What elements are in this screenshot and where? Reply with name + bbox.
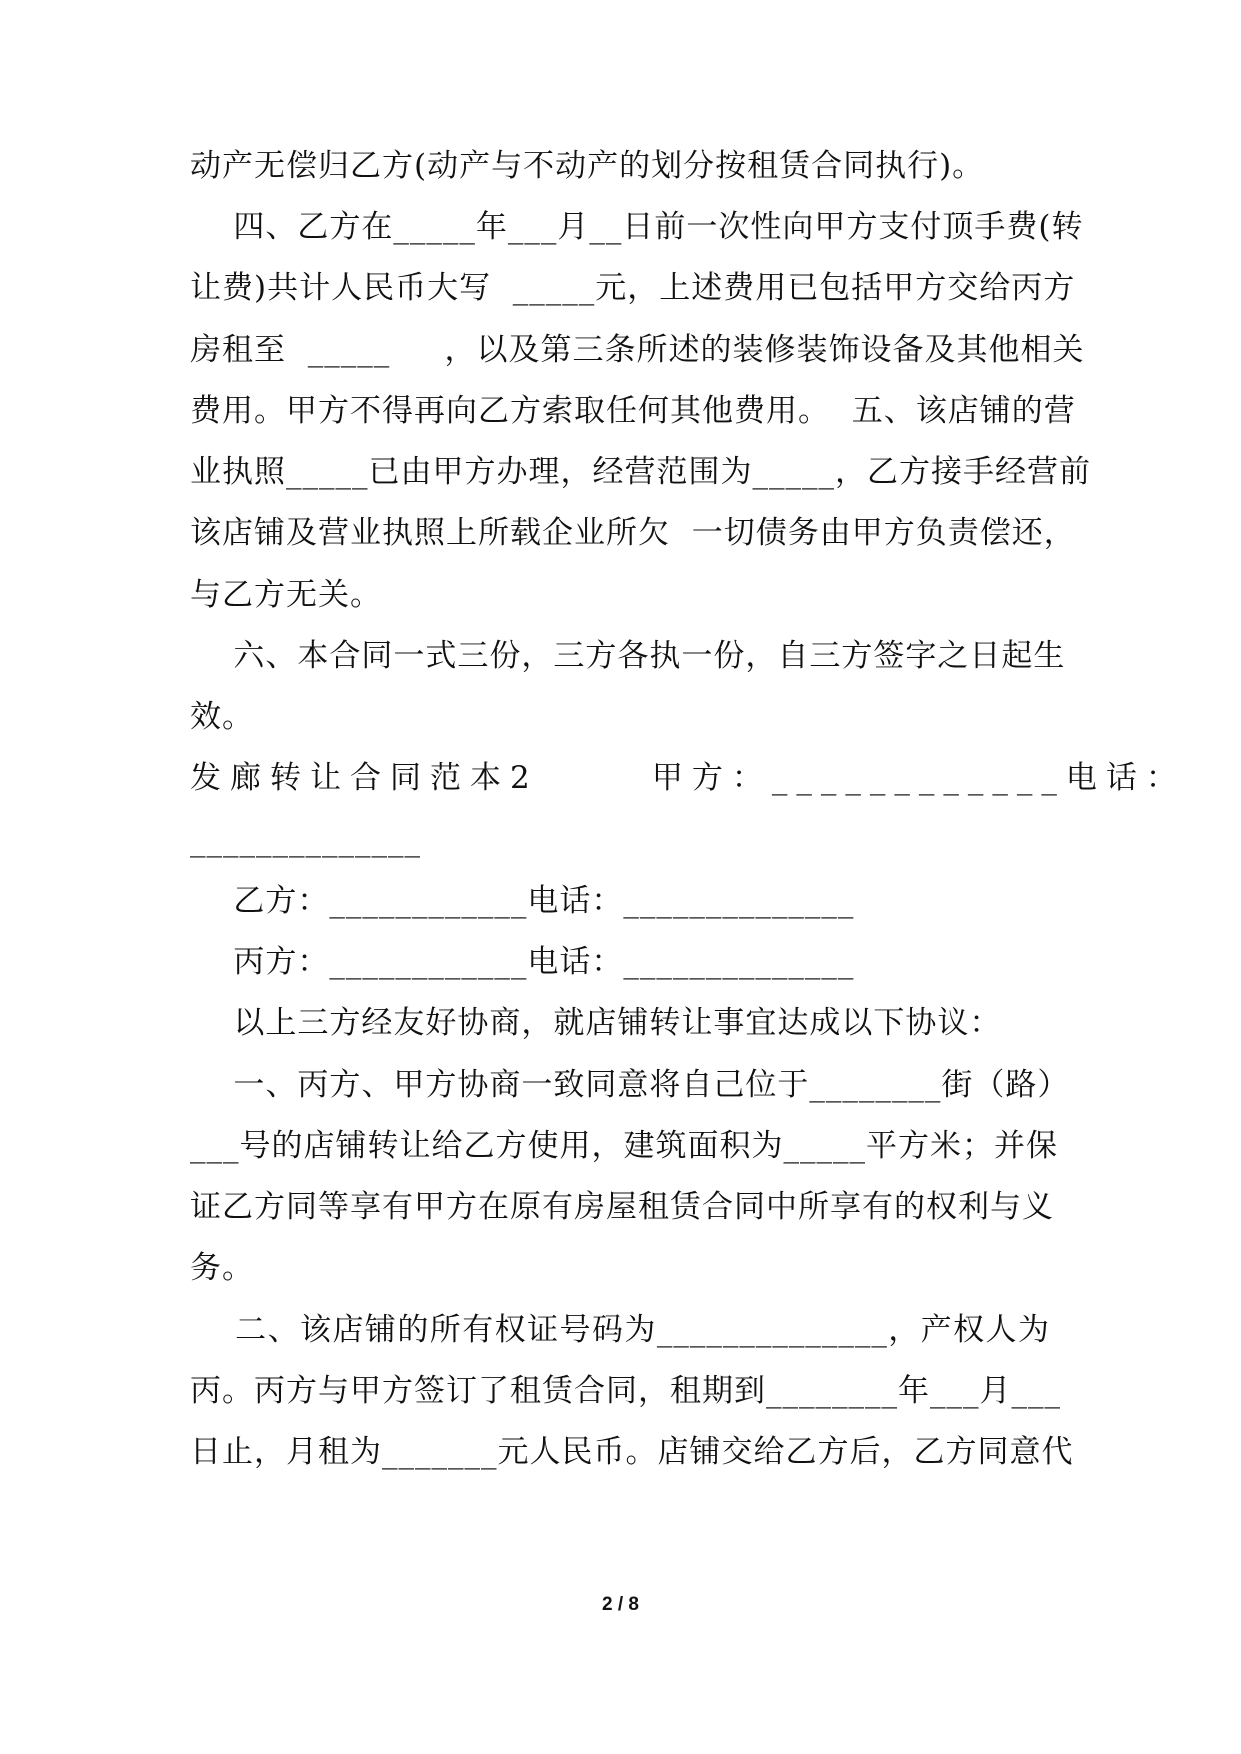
text-line: 证乙方同等享有甲方在原有房屋租赁合同中所享有的权利与义 [190,1189,1054,1225]
text-line: 效。 [190,699,254,735]
page-number: 2 / 8 [602,1594,639,1615]
text-line: 费用。甲方不得再向乙方索取任何其他费用。 五、该店铺的营 [190,393,1076,429]
text-line: 一、丙方、甲方协商一致同意将自己位于________街（路） [190,1067,1070,1103]
text-line: 六、本合同一式三份，三方各执一份，自三方签字之日起生 [190,638,1066,674]
text-line: ______________ [190,822,421,858]
text-line: ___号的店铺转让给乙方使用，建筑面积为_____平方米；并保 [190,1128,1058,1164]
text-line: 与乙方无关。 [190,577,382,613]
text-line: 让费)共计人民币大写 _____元，上述费用已包括甲方交给丙方 [190,270,1076,306]
text-line: 四、乙方在_____年___月__日前一次性向甲方支付顶手费(转 [190,209,1084,245]
text-line: 动产无偿归乙方(动产与不动产的划分按租赁合同执行)。 [190,148,985,184]
section-heading-line: 发廊转让合同范本2 甲方：____________电话： [190,760,1186,796]
text-line: 以上三方经友好协商，就店铺转让事宜达成以下协议： [190,1005,1002,1041]
text-line: 丙。丙方与甲方签订了租赁合同，租期到________年___月___ [190,1373,1061,1409]
text-line: 二、该店铺的所有权证号码为______________，产权人为 [190,1312,1050,1348]
text-line: 日止，月租为_______元人民币。店铺交给乙方后，乙方同意代 [190,1434,1074,1470]
text-line: 务。 [190,1250,254,1286]
text-line: 该店铺及营业执照上所载企业所欠 一切债务由甲方负责偿还， [190,515,1076,551]
text-line: 丙方：____________电话：______________ [190,944,855,980]
text-line: 业执照_____已由甲方办理，经营范围为_____，乙方接手经营前 [190,454,1091,490]
text-line: 房租至 _____ ，以及第三条所述的装修装饰设备及其他相关 [190,332,1085,368]
text-line: 乙方：____________电话：______________ [190,883,855,919]
